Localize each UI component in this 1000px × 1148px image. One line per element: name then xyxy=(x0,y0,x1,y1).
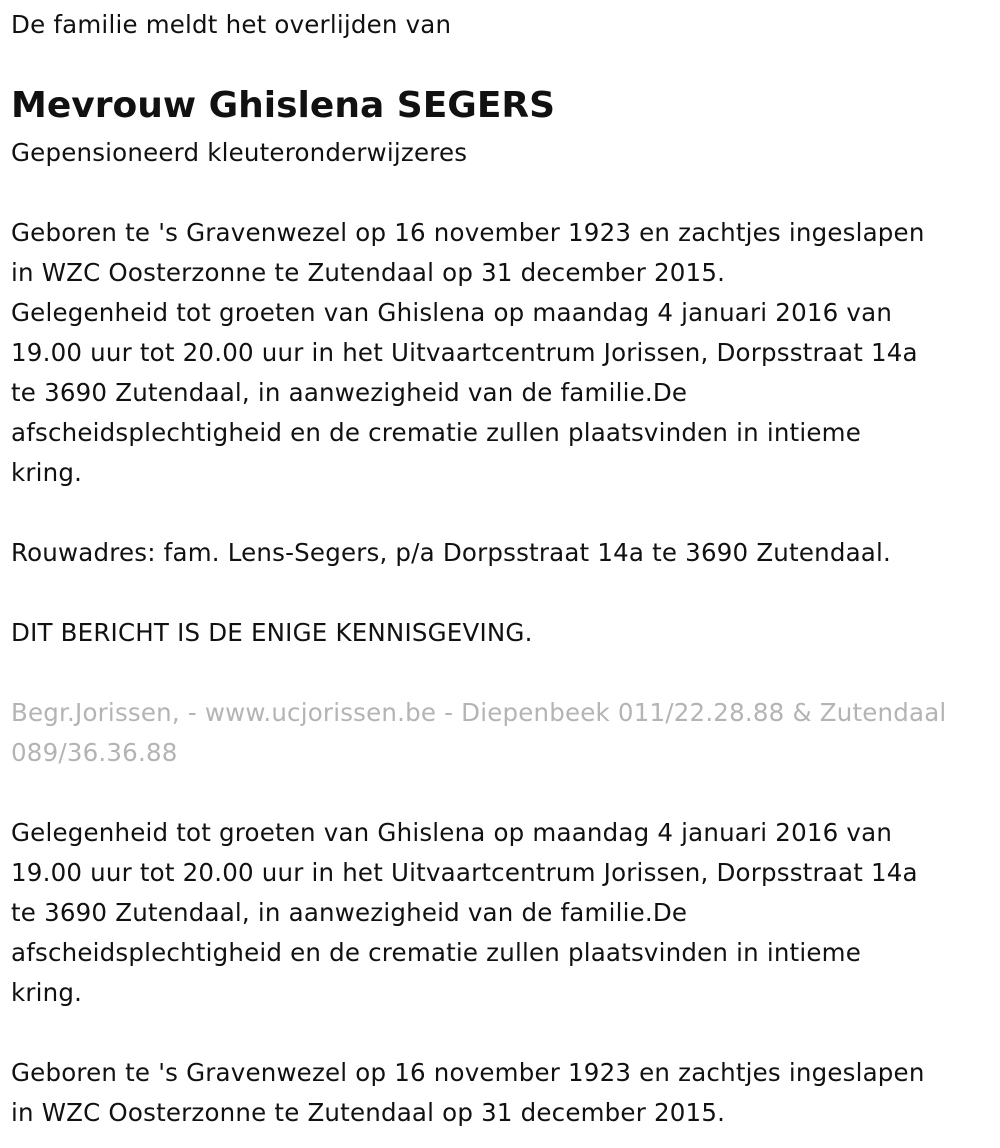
visitation-paragraph-repeat: Gelegenheid tot groeten van Ghislena op maandag 4 januari 2016 van 19.00 uur tot 20.00 uur in het Uitvaartcentrum Jorissen, Dorpsstraat 14a te 3690 Zutendaal, in aanwezigheid van de familie.De afscheidsplechtigheid en de crematie zullen plaatsvinden in intieme kring. xyxy=(11,818,918,1007)
visitation-paragraph: Gelegenheid tot groeten van Ghislena op maandag 4 januari 2016 van 19.00 uur tot 20.00 uur in het Uitvaartcentrum Jorissen, Dorpsstraat 14a te 3690 Zutendaal, in aanwezigheid van de familie.De afscheidsplechtigheid en de crematie zullen plaatsvinden in intieme kring. xyxy=(11,298,918,487)
mourning-address: Rouwadres: fam. Lens-Segers, p/a Dorpsstraat 14a te 3690 Zutendaal. xyxy=(11,538,892,567)
notice-text: DIT BERICHT IS DE ENIGE KENNISGEVING. xyxy=(11,618,533,647)
deceased-name: Mevrouw Ghislena SEGERS xyxy=(11,85,556,126)
undertaker-contact: Begr.Jorissen, - www.ucjorissen.be - Diepenbeek 011/22.28.88 & Zutendaal 089/36.36.88 xyxy=(11,698,947,767)
birth-death-paragraph-repeat: Geboren te 's Gravenwezel op 16 november 1923 en zachtjes ingeslapen in WZC Oosterzonne te Zutendaal op 31 december 2015. xyxy=(11,1058,925,1127)
birth-death-paragraph: Geboren te 's Gravenwezel op 16 november 1923 en zachtjes ingeslapen in WZC Oosterzonne te Zutendaal op 31 december 2015. xyxy=(11,218,925,287)
deceased-occupation: Gepensioneerd kleuteronderwijzeres xyxy=(11,138,468,167)
intro-text: De familie meldt het overlijden van xyxy=(11,10,452,39)
